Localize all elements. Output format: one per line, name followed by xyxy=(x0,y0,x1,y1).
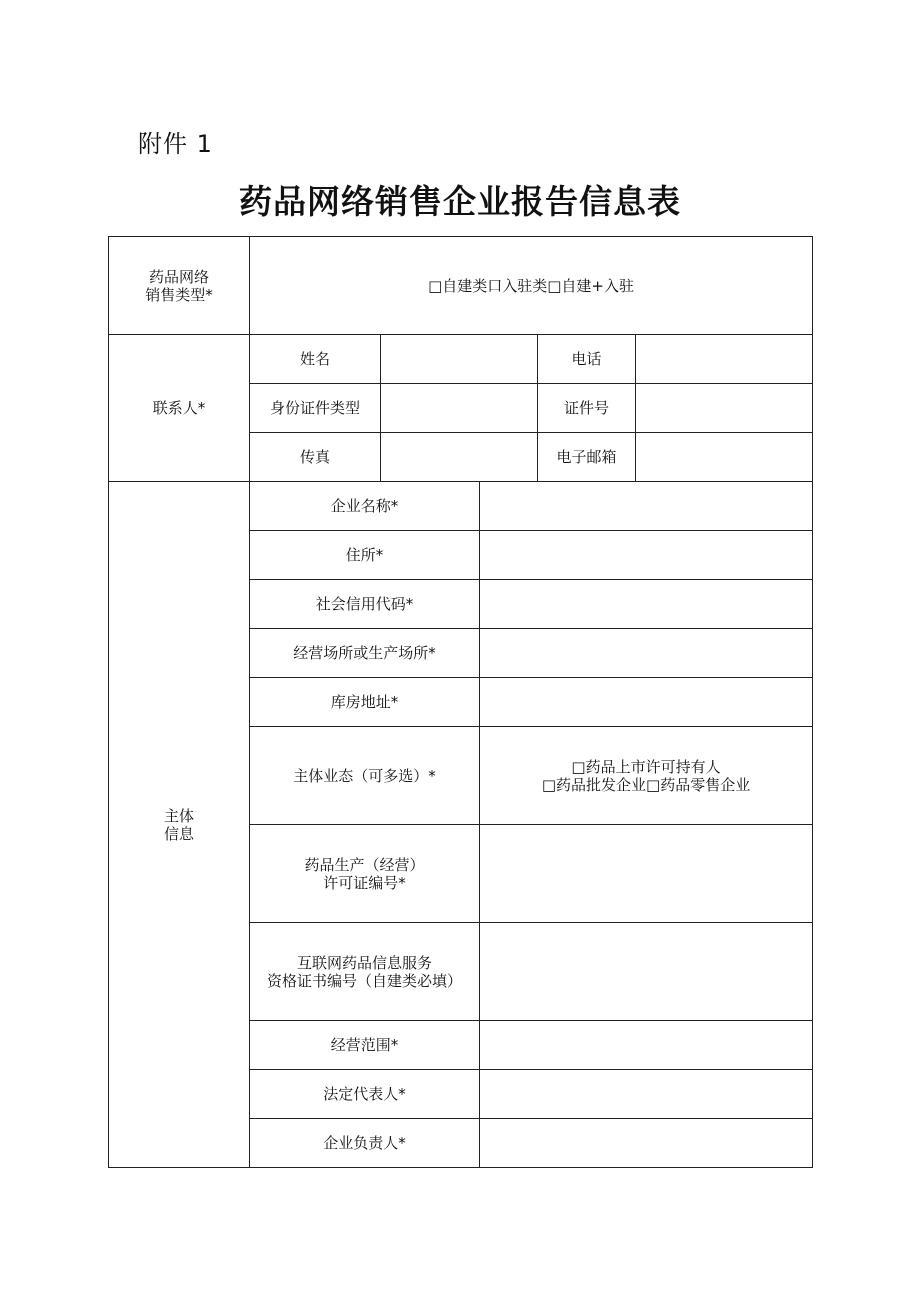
sales-type-options[interactable]: □自建类口入驻类□自建+入驻 xyxy=(250,237,813,335)
business-form-option-holder[interactable]: □药品上市许可持有人 xyxy=(571,757,721,776)
contact-phone-label: 电话 xyxy=(538,335,636,384)
warehouse-field[interactable] xyxy=(480,678,813,727)
internet-cert-label-line1: 互联网药品信息服务 xyxy=(296,953,432,972)
legal-representative-label: 法定代表人* xyxy=(250,1070,480,1119)
contact-id-number-field[interactable] xyxy=(636,384,813,433)
entity-info-label-line1: 主体 xyxy=(163,806,194,825)
license-number-label xyxy=(250,825,480,923)
legal-representative-field[interactable] xyxy=(480,1070,813,1119)
company-name-label: 企业名称* xyxy=(250,482,480,531)
principal-field[interactable] xyxy=(480,1119,813,1168)
contact-name-label: 姓名 xyxy=(250,335,381,384)
contact-email-field[interactable] xyxy=(636,433,813,482)
principal-label: 企业负责人* xyxy=(250,1119,480,1168)
company-name-field[interactable] xyxy=(480,482,813,531)
credit-code-field[interactable] xyxy=(480,580,813,629)
contact-email-label: 电子邮箱 xyxy=(538,433,636,482)
business-site-field[interactable] xyxy=(480,629,813,678)
contact-label: 联系人* xyxy=(109,335,250,482)
contact-fax-label: 传真 xyxy=(250,433,381,482)
internet-cert-label xyxy=(250,923,480,1021)
contact-name-field[interactable] xyxy=(381,335,538,384)
internet-cert-label-line2: 资格证书编号（自建类必填） xyxy=(266,971,462,990)
business-site-label: 经营场所或生产场所* xyxy=(250,629,480,678)
license-number-field[interactable] xyxy=(480,825,813,923)
internet-cert-field[interactable] xyxy=(480,923,813,1021)
contact-id-number-label: 证件号 xyxy=(538,384,636,433)
contact-id-type-field[interactable] xyxy=(381,384,538,433)
attachment-label: 附件 1 xyxy=(138,130,213,158)
address-field[interactable] xyxy=(480,531,813,580)
sales-type-label-line2: 销售类型* xyxy=(145,285,213,304)
sales-type-label xyxy=(109,237,250,335)
page-title: 药品网络销售企业报告信息表 xyxy=(239,182,681,221)
business-form-option-wholesale-retail[interactable]: □药品批发企业□药品零售企业 xyxy=(541,775,751,794)
license-number-label-line2: 许可证编号* xyxy=(323,873,406,892)
business-scope-field[interactable] xyxy=(480,1021,813,1070)
business-form-options[interactable] xyxy=(480,727,813,825)
contact-fax-field[interactable] xyxy=(381,433,538,482)
warehouse-label: 库房地址* xyxy=(250,678,480,727)
license-number-label-line1: 药品生产（经营） xyxy=(304,855,425,874)
entity-info-label xyxy=(109,482,250,1168)
business-scope-label: 经营范围* xyxy=(250,1021,480,1070)
sales-type-label-line1: 药品网络 xyxy=(148,267,209,286)
address-label: 住所* xyxy=(250,531,480,580)
report-form-table xyxy=(108,236,813,1168)
entity-info-label-line2: 信息 xyxy=(163,824,194,843)
contact-id-type-label: 身份证件类型 xyxy=(250,384,381,433)
contact-phone-field[interactable] xyxy=(636,335,813,384)
business-form-label: 主体业态（可多选）* xyxy=(250,727,480,825)
credit-code-label: 社会信用代码* xyxy=(250,580,480,629)
